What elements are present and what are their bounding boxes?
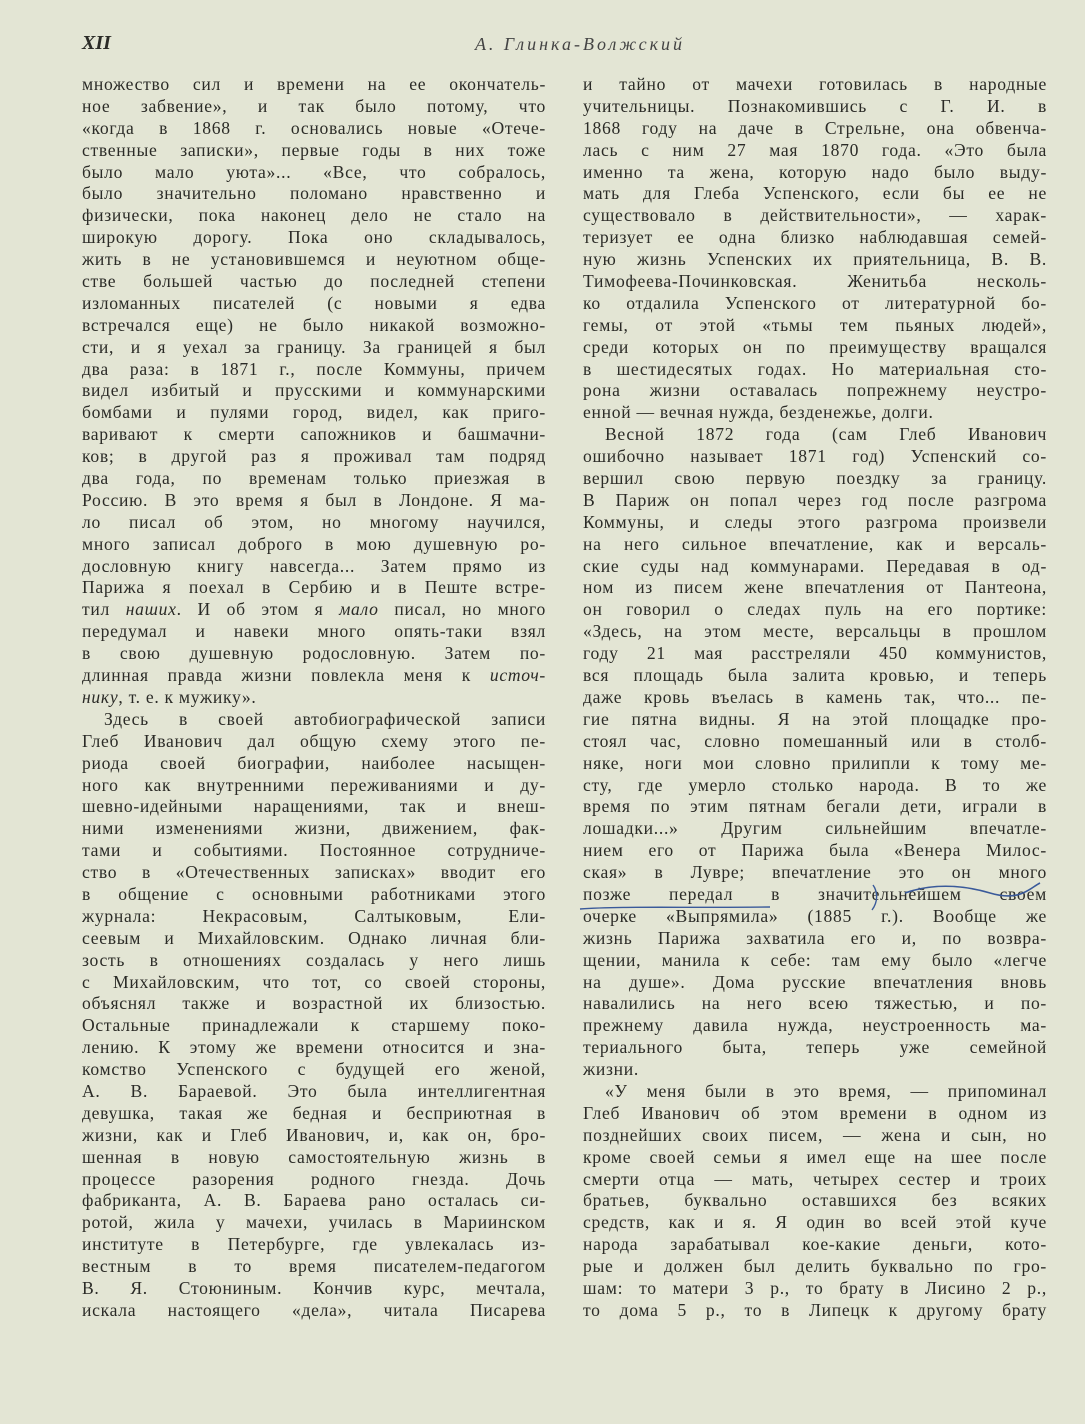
text-line: вся площадь была залита кровью, и теперь <box>583 665 1047 686</box>
text-line: в свою душевную родословную. Затем по- <box>82 643 546 664</box>
text-line: гемы, от этой «тьмы тем пьяных людей», <box>583 314 1047 335</box>
text-line: на него сильное впечатление, как и версаль- <box>583 533 1047 554</box>
text-line: В Париж он попал через год после разгрома <box>583 489 1047 510</box>
text-line: сти, и я уехал за границу. За границей я был <box>82 336 546 357</box>
text-line: в общение с основными работниками этого <box>82 883 546 904</box>
text-line: ного как внутренними переживаниями и ду- <box>82 774 546 795</box>
text-line: было мало уюта»... «Все, что собралось, <box>82 161 546 182</box>
text-segment: . И об этом я <box>176 599 340 620</box>
text-line: Тимофеева-Починковская. Женитьба несколь- <box>583 271 1047 292</box>
text-line: на душе». Дома русские впечатления вновь <box>583 971 1047 992</box>
text-line: объяснял также и возрастной их близостью. <box>82 993 546 1014</box>
text-line: году 21 мая расстреляли 450 коммунистов, <box>583 643 1047 664</box>
text-line: много записал доброго в мою душевную ро- <box>82 533 546 554</box>
text-line: рона жизни оставалась попрежнему неустро- <box>583 380 1047 401</box>
text-line: щении, манила к себе: там ему было «легче <box>583 949 1047 970</box>
text-line: гие пятна видны. Я на этой площадке про- <box>583 708 1047 729</box>
text-line: навалились на него всею тяжестью, и по- <box>583 993 1047 1014</box>
text-line: изломанных писателей (с новыми я едва <box>82 292 546 313</box>
text-line: видел избитый и прусскими и коммунарскими <box>82 380 546 401</box>
text-line: позднейших своих писем, — жена и сын, но <box>583 1124 1047 1145</box>
text-line: даже кровь въелась в камень так, что... пе- <box>583 686 1047 707</box>
text-line: шенная в новую самостоятельную жизнь в <box>82 1146 546 1167</box>
text-line: широкую дорогу. Пока оно складывалось, <box>82 227 546 248</box>
text-line: учительницы. Познакомившись с Г. И. в <box>583 95 1047 116</box>
text-line: существовало в действительности», — харак- <box>583 205 1047 226</box>
text-line: множество сил и времени на ее окончатель- <box>82 74 546 94</box>
paragraph <box>583 74 1047 424</box>
text-line <box>82 599 546 621</box>
text-line: А. В. Бараевой. Это была интеллигентная <box>82 1080 546 1101</box>
text-line: народа зарабатывал кое-какие деньги, кото- <box>583 1234 1047 1255</box>
text-line: лошадки...» Другим сильнейшим впечатле- <box>583 818 1047 839</box>
text-line: жизнь Парижа захватила его и, по возвра- <box>583 927 1047 948</box>
text-segment: длинная правда жизни повлекла меня к <box>82 665 490 686</box>
text-segment: , т. е. к мужику». <box>118 686 257 707</box>
text-line: средств, как и я. Я один во всей этой куче <box>583 1212 1047 1233</box>
running-title: А. Глинка-Волжский <box>474 34 686 54</box>
text-line: дословную книгу навсегда... Затем прямо из <box>82 555 546 576</box>
text-line: с Михайловским, что тот, со своей стороны, <box>82 971 546 992</box>
paragraph <box>583 424 1047 1081</box>
text-line: два раза: в 1871 г., после Коммуны, причем <box>82 358 546 379</box>
text-line: физически, пока наконец дело не стало на <box>82 205 546 226</box>
right-column <box>583 74 1047 1322</box>
text-line: и тайно от мачехи готовилась в народные <box>583 74 1047 94</box>
text-line: ротой, жила у мачехи, училась в Мариинском <box>82 1212 546 1233</box>
text-line: два года, по временам только приезжая в <box>82 468 546 489</box>
text-segment: писал, но много <box>378 599 546 620</box>
text-line: лась с ним 27 мая 1870 года. «Это была <box>583 139 1047 160</box>
text-line: Глеб Иванович дал общую схему этого пе- <box>82 730 546 751</box>
text-line: ские суды над коммунарами. Передавая в од- <box>583 555 1047 576</box>
text-line: Здесь в своей автобиографической записи <box>104 708 546 729</box>
italic-text: нику <box>82 686 119 707</box>
text-line: ло писал об этом, но многому научился, <box>82 511 546 532</box>
text-line: Весной 1872 года (сам Глеб Иванович <box>605 424 1047 445</box>
text-line: прежнему давила нужда, неустроенность ма- <box>583 1015 1047 1036</box>
text-line: риода своей биографии, наиболее насыщен- <box>82 752 546 773</box>
text-line: Глеб Иванович об этом времени в одном из <box>583 1102 1047 1123</box>
text-line: именно та жена, которую надо было выду- <box>583 161 1047 182</box>
text-line: ко отдалила Успенского от литературной бо- <box>583 292 1047 313</box>
text-line: Остальные принадлежали к старшему поко- <box>82 1015 546 1036</box>
text-line: Коммуны, и следы этого разгрома произвели <box>583 511 1047 532</box>
text-line: кроме своей семьи я имел еще на шее после <box>583 1146 1047 1167</box>
text-line: жить в не установившемся и неуютном обще- <box>82 249 546 270</box>
text-line: журнала: Некрасовым, Салтыковым, Ели- <box>82 905 546 926</box>
text-line: процессе разорения родного гнезда. Дочь <box>82 1168 546 1189</box>
text-line: 1868 году на даче в Стрельне, она обвенча- <box>583 117 1047 138</box>
italic-text: наших <box>125 599 177 620</box>
text-line: девушка, такая же бедная и бесприютная в <box>82 1102 546 1123</box>
text-line: бомбами и пулями город, видел, как приго- <box>82 402 546 423</box>
text-line: вестным в то время писателем-педагогом <box>82 1256 546 1277</box>
text-line: мать для Глеба Успенского, если бы ее не <box>583 183 1047 204</box>
page-number: XII <box>82 32 111 54</box>
text-line: сеевым и Михайловским. Однако личная бли- <box>82 927 546 948</box>
text-line: шевно-идейными наращениями, так и внеш- <box>82 796 546 817</box>
text-line: В. Я. Стоюниным. Кончив курс, мечтала, <box>82 1277 546 1298</box>
text-line: очерке «Выпрямила» (1885 г.). Вообще же <box>583 905 1047 926</box>
text-line: позже передал в значительнейшем своем <box>583 883 1047 904</box>
text-line: время по этим пятнам бегали дети, играли в <box>583 796 1047 817</box>
text-segment: тил <box>82 599 126 620</box>
text-line: «Здесь, на этом месте, версальцы в прошлом <box>583 621 1047 642</box>
text-line <box>82 687 546 709</box>
text-line: ственные записки», первые годы в них тоже <box>82 139 546 160</box>
text-line: «когда в 1868 г. основались новые «Отече- <box>82 117 546 138</box>
text-line: среди которых он по преимуществу вращался <box>583 336 1047 357</box>
text-line: ошибочно называет 1871 год) Успенский со- <box>583 446 1047 467</box>
text-line: комство Успенского с будущей его женой, <box>82 1059 546 1080</box>
text-line: сту, где умерло столько народа. В то же <box>583 774 1047 795</box>
text-line: братьев, буквально оставшихся без всяких <box>583 1190 1047 1211</box>
text-line: передумал и навеки много опять-таки взял <box>82 621 546 642</box>
text-line: ков; в другой раз я проживал там подряд <box>82 446 546 467</box>
text-line: нием его от Парижа была «Венера Милос- <box>583 840 1047 861</box>
text-line: жизни, как и Глеб Иванович, и, как он, бро- <box>82 1124 546 1145</box>
text-line: стве большей частью до последней степени <box>82 271 546 292</box>
text-line: было значительно поломано нравственно и <box>82 183 546 204</box>
text-line: ская» в Лувре; впечатление это он много <box>583 862 1047 883</box>
text-line: теризует ее одна близко наблюдавшая семей- <box>583 227 1047 248</box>
text-line <box>82 665 546 687</box>
italic-text: источ- <box>489 665 546 686</box>
text-line: Россию. В это время я был в Лондоне. Я ма- <box>82 489 546 510</box>
text-line: ними изменениями жизни, движением, фак- <box>82 818 546 839</box>
left-column <box>82 74 546 1322</box>
text-line: ном из писем жене впечатления от Пантеона, <box>583 577 1047 598</box>
text-line: лению. К этому же времени относится и зна- <box>82 1037 546 1058</box>
text-line: встречался еще) не было никакой возможно- <box>82 314 546 335</box>
text-line: стоял час, словно помешанный или в столб- <box>583 730 1047 751</box>
text-line: смерти отца — мать, четырех сестер и троих <box>583 1168 1047 1189</box>
text-line: териального быта, теперь уже семейной <box>583 1037 1047 1058</box>
text-line: искала настоящего «дела», читала Писарева <box>82 1299 546 1320</box>
text-line: он говорил о следах пуль на его портике: <box>583 599 1047 620</box>
text-line: «У меня были в это время, — припоминал <box>605 1080 1047 1101</box>
text-line: жизни. <box>583 1059 639 1080</box>
text-line: Парижа я поехал в Сербию и в Пеште встре- <box>82 577 546 598</box>
italic-text: мало <box>339 599 379 620</box>
text-line: шам: то матери 3 р., то брату в Лисино 2 р., <box>583 1277 1047 1298</box>
text-line: ство в «Отечественных записках» вводит его <box>82 862 546 883</box>
text-line: институте в Петербурге, где увлекалась из- <box>82 1234 546 1255</box>
text-line: то дома 5 р., то в Липецк к другому брату <box>583 1299 1047 1320</box>
text-line: вершил свою первую поездку за границу. <box>583 468 1047 489</box>
text-line: ную жизнь Успенских их приятельница, В. В. <box>583 249 1047 270</box>
text-line: няке, ноги мои словно прилипли к тому ме- <box>583 752 1047 773</box>
text-line: тами и событиями. Постоянное сотрудниче- <box>82 840 546 861</box>
text-line: рые и должен был делить буквально по гро- <box>583 1256 1047 1277</box>
text-line: зость в отношениях создалась у него лишь <box>82 949 546 970</box>
paragraph <box>82 709 546 1322</box>
paragraph <box>583 1081 1047 1322</box>
text-line: варивают к смерти сапожников и башмачни- <box>82 424 546 445</box>
text-line: ное забвение», и так было потому, что <box>82 95 546 116</box>
paragraph <box>82 74 546 709</box>
text-line: фабриканта, А. В. Бараева рано осталась си- <box>82 1190 546 1211</box>
text-line: в шестидесятых годах. Но материальная сто- <box>583 358 1047 379</box>
text-line: енной — вечная нужда, безденежье, долги. <box>583 402 934 423</box>
